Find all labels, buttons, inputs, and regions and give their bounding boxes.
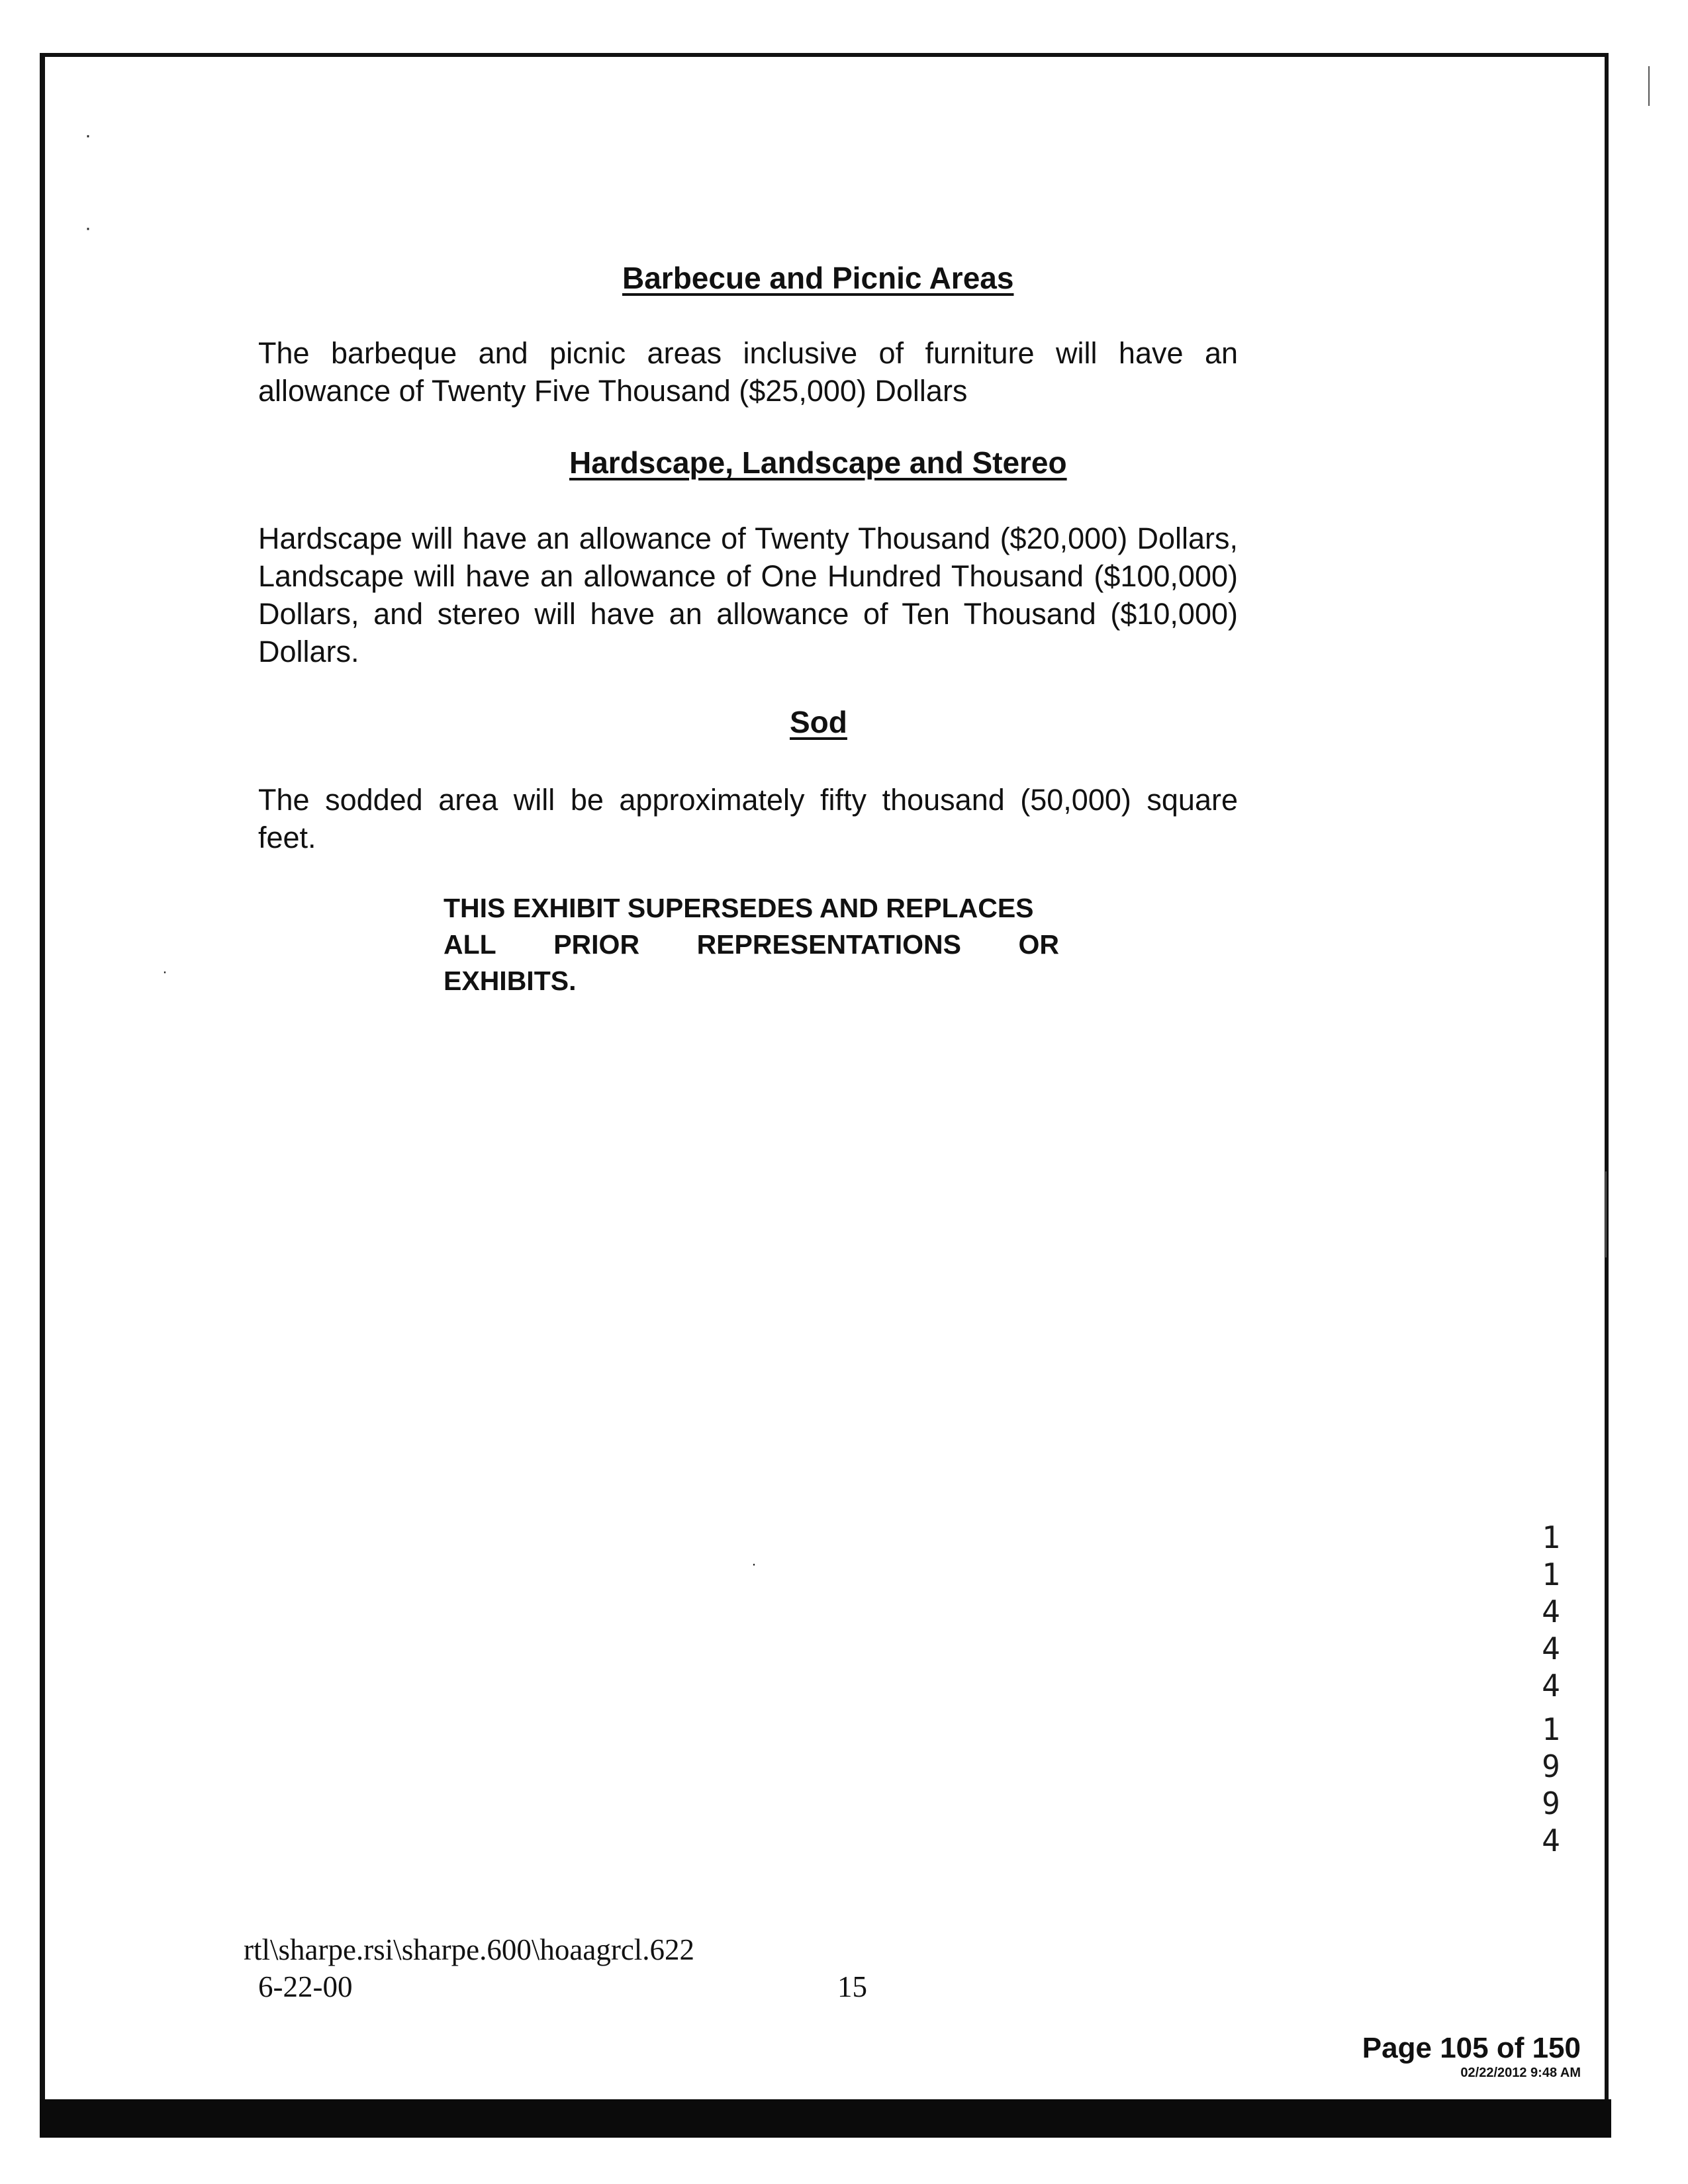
page-left-border [40,53,45,2138]
page-top-border [40,53,1609,57]
notice-word: OR [1018,929,1059,960]
supersedes-notice [444,890,1059,999]
edge-mark [1648,66,1650,106]
stamp-digit: 1 [1542,1557,1560,1592]
stamp-digit: 4 [1542,1631,1560,1666]
section-heading-barbecue: Barbecue and Picnic Areas [622,261,1014,295]
footer-page-number: 15 [837,1970,867,2003]
page-counter [1362,2032,1581,2081]
section-heading-hardscape: Hardscape, Landscape and Stereo [569,445,1067,480]
notice-word: REPRESENTATIONS [696,929,961,960]
page-right-border [1605,53,1609,2138]
scan-speck: · [162,963,167,981]
scan-speck: · [751,1555,757,1573]
footer-date: 6-22-00 [258,1970,353,2003]
stamp-digit: 9 [1542,1786,1560,1821]
page-counter-timestamp: 02/22/2012 9:48 AM [1460,2066,1581,2080]
page-counter-label: Page 105 of 150 [1362,2032,1581,2064]
notice-line-3: EXHIBITS. [444,966,577,996]
stamp-digit: 4 [1542,1594,1560,1629]
stamp-digit: 1 [1542,1520,1560,1555]
scan-speck: · [85,124,91,146]
recording-stamp-top [1534,1519,1568,1704]
stamp-digit: 4 [1542,1668,1560,1704]
stamp-digit: 9 [1542,1749,1560,1784]
stamp-digit: 4 [1542,1823,1560,1858]
section-body-sod: The sodded area will be approximately fifty thousand (50,000) square feet. [258,783,1238,854]
scan-speck: · [85,217,91,239]
page-bottom-border [40,2099,1611,2138]
section-body-barbecue: The barbeque and picnic areas inclusive of furniture will have an allowance of Twenty Five Thousand ($25,000) Dollars [258,336,1238,408]
notice-line-1: THIS EXHIBIT SUPERSEDES AND REPLACES [444,893,1034,923]
footer-file-path: rtl\sharpe.rsi\sharpe.600\hoaagrcl.622 [244,1933,695,1966]
notice-word: ALL [444,929,496,960]
recording-stamp-bottom [1534,1711,1568,1859]
stamp-digit: 1 [1542,1711,1560,1747]
edge-mark [1605,1171,1607,1257]
notice-word: PRIOR [553,929,640,960]
section-body-hardscape: Hardscape will have an allowance of Twenty Thousand ($20,000) Dollars, Landscape will have an allowance of One Hundred Thousand ($100,000) Dollars, and stereo will have an allowance of Ten Thousand ($10,000) Dollars. [258,522,1238,668]
notice-line-2 [444,927,1059,963]
section-heading-sod: Sod [790,705,847,739]
